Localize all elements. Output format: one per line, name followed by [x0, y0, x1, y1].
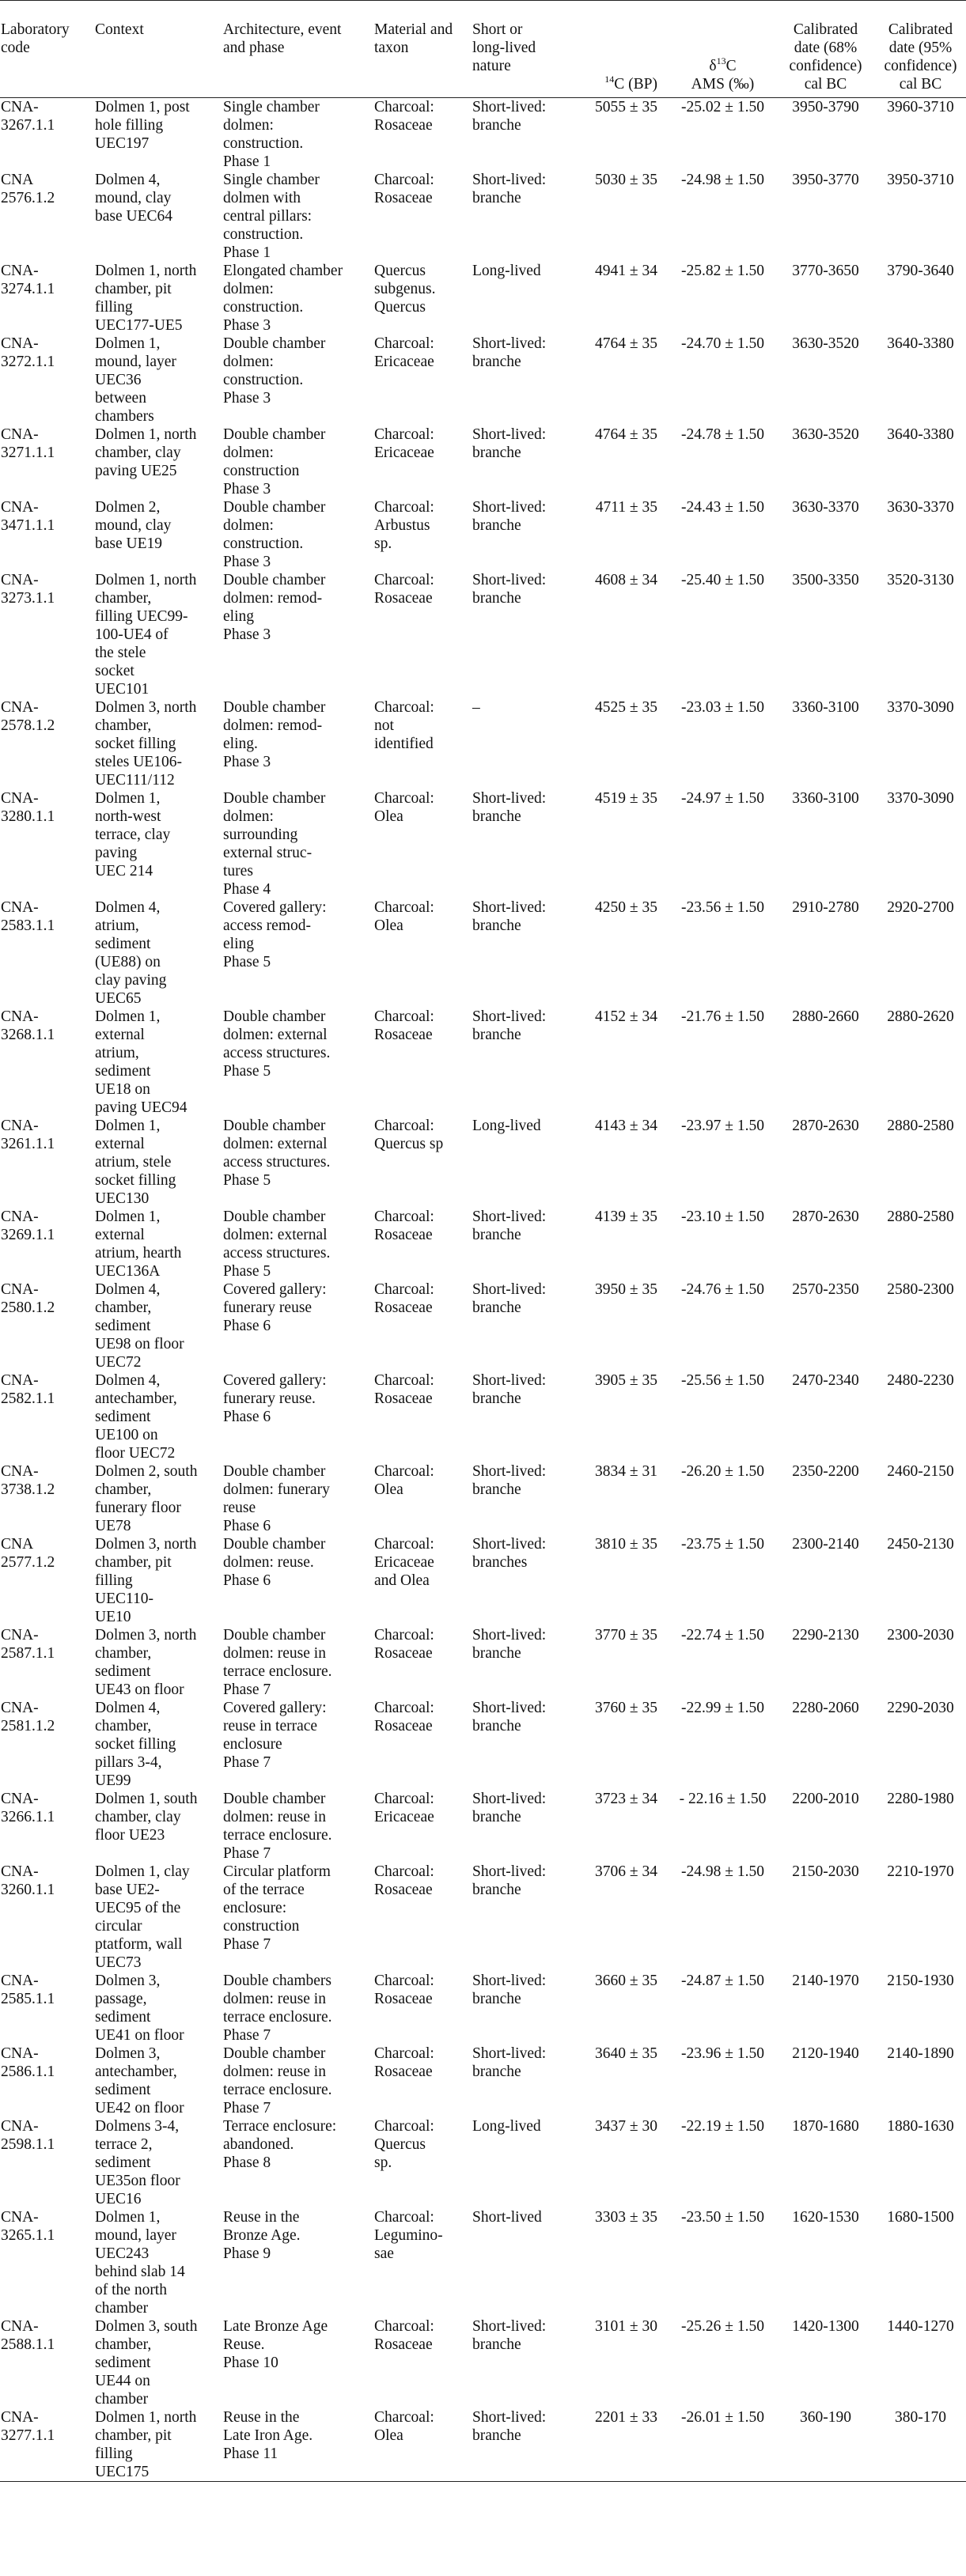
context-cell: Dolmen 3, north chamber, pit filling UEC110- UE10: [95, 1536, 197, 1625]
table-row: [0, 1699, 966, 1790]
delta13c-cell: -24.98 ± 1.50: [681, 172, 764, 188]
lab-code-cell: CNA- 3265.1.1: [1, 2209, 55, 2244]
c14-cell: 4711 ± 35: [595, 499, 657, 516]
cal68-cell: 2570-2350: [792, 1281, 859, 1298]
lab-code-cell: CNA 2577.1.2: [1, 1536, 55, 1571]
header-nature: Short or long-lived nature: [472, 21, 536, 74]
nature-cell: Short-lived: branche: [472, 790, 547, 825]
delta13c-cell: -21.76 ± 1.50: [681, 1008, 764, 1025]
architecture-cell: Reuse in the Bronze Age. Phase 9: [223, 2209, 301, 2262]
architecture-cell: Terrace enclosure: abandoned. Phase 8: [223, 2118, 337, 2171]
cal95-cell: 2480-2230: [887, 1372, 954, 1389]
cal95-cell: 3370-3090: [887, 699, 954, 716]
lab-code-cell: CNA- 2585.1.1: [1, 1973, 55, 2007]
material-cell: Quercus subgenus. Quercus: [374, 263, 436, 316]
cal68-cell: 3630-3520: [792, 426, 859, 443]
context-cell: Dolmen 1, north chamber, filling UEC99- 100-UE4 of the stele socket UEC101: [95, 572, 197, 698]
nature-cell: Long-lived: [472, 2118, 541, 2135]
lab-code-cell: CNA- 3269.1.1: [1, 1209, 55, 1243]
c14-cell: 4941 ± 34: [595, 263, 657, 279]
cal95-cell: 1440-1270: [887, 2318, 954, 2335]
c14-cell: 5055 ± 35: [595, 99, 657, 115]
material-cell: Charcoal: Quercus sp: [374, 1118, 444, 1152]
c14-cell: 3706 ± 34: [595, 1863, 657, 1880]
header-c14: $^{14}$C (BP): [604, 74, 657, 93]
cal95-cell: 2140-1890: [887, 2045, 954, 2062]
cal95-cell: 380-170: [895, 2409, 946, 2426]
material-cell: Charcoal: Ericaceae: [374, 335, 434, 370]
context-cell: Dolmen 1, south chamber, clay floor UE23: [95, 1791, 198, 1844]
material-cell: Charcoal: Legumino- sae: [374, 2209, 443, 2262]
cal95-cell: 2300-2030: [887, 1627, 954, 1644]
cal68-cell: 2140-1970: [792, 1973, 859, 1989]
context-cell: Dolmen 3, south chamber, sediment UE44 on chamber: [95, 2318, 198, 2408]
context-cell: Dolmens 3-4, terrace 2, sediment UE35on floor UEC16: [95, 2118, 180, 2207]
cal95-cell: 2920-2700: [887, 899, 954, 916]
cal68-cell: 3630-3520: [792, 335, 859, 352]
lab-code-cell: CNA- 3268.1.1: [1, 1008, 55, 1043]
architecture-cell: Double chamber dolmen: remod- eling Phase 3: [223, 572, 326, 643]
nature-cell: Short-lived: branche: [472, 1281, 547, 1316]
table-row: [0, 262, 966, 335]
context-cell: Dolmen 1, external atrium, hearth UEC136A: [95, 1209, 182, 1280]
table-row: [0, 1462, 966, 1535]
c14-cell: 3303 ± 35: [595, 2209, 657, 2226]
table-row: [0, 698, 966, 789]
cal95-cell: 2280-1980: [887, 1791, 954, 1807]
material-cell: Charcoal: Rosaceae: [374, 1372, 434, 1407]
cal68-cell: 360-190: [800, 2409, 851, 2426]
architecture-cell: Single chamber dolmen: construction. Phase 1: [223, 99, 320, 170]
architecture-cell: Covered gallery: access remod- eling Phase 5: [223, 899, 327, 970]
cal95-cell: 2290-2030: [887, 1700, 954, 1716]
architecture-cell: Single chamber dolmen with central pillars: construction. Phase 1: [223, 172, 320, 261]
delta13c-cell: -24.87 ± 1.50: [681, 1973, 764, 1989]
material-cell: Charcoal: Rosaceae: [374, 572, 434, 607]
c14-cell: 4250 ± 35: [595, 899, 657, 916]
c14-cell: 4764 ± 35: [595, 426, 657, 443]
lab-code-cell: CNA- 3738.1.2: [1, 1463, 55, 1498]
table-row: [0, 171, 966, 262]
architecture-cell: Double chamber dolmen: reuse. Phase 6: [223, 1536, 326, 1589]
material-cell: Charcoal: Olea: [374, 790, 434, 825]
material-cell: Charcoal: Ericaceae: [374, 1791, 434, 1825]
material-cell: Charcoal: Rosaceae: [374, 1700, 434, 1734]
cal95-cell: 3640-3380: [887, 335, 954, 352]
material-cell: Charcoal: Rosaceae: [374, 2045, 434, 2080]
table-row: [0, 1008, 966, 1117]
table-row: [0, 1117, 966, 1208]
material-cell: Charcoal: Olea: [374, 1463, 434, 1498]
context-cell: Dolmen 3, north chamber, socket filling steles UE106- UEC111/112: [95, 699, 197, 789]
lab-code-cell: CNA- 3280.1.1: [1, 790, 55, 825]
table-row: [0, 1371, 966, 1462]
cal68-cell: 2910-2780: [792, 899, 859, 916]
delta13c-cell: -25.40 ± 1.50: [681, 572, 764, 588]
table-row: [0, 1208, 966, 1280]
nature-cell: Short-lived: branche: [472, 1372, 547, 1407]
architecture-cell: Double chamber dolmen: reuse in terrace enclosure. Phase 7: [223, 2045, 332, 2116]
cal68-cell: 2470-2340: [792, 1372, 859, 1389]
material-cell: Charcoal: Olea: [374, 2409, 434, 2444]
architecture-cell: Double chamber dolmen: external access structures. Phase 5: [223, 1209, 331, 1280]
context-cell: Dolmen 4, atrium, sediment (UE88) on clay paving UEC65: [95, 899, 167, 1007]
cal95-cell: 1680-1500: [887, 2209, 954, 2226]
context-cell: Dolmen 2, south chamber, funerary floor UE78: [95, 1463, 198, 1534]
cal68-cell: 3360-3100: [792, 699, 859, 716]
architecture-cell: Covered gallery: reuse in terrace enclosure Phase 7: [223, 1700, 327, 1771]
material-cell: Charcoal: Rosaceae: [374, 1863, 434, 1898]
delta13c-cell: -24.43 ± 1.50: [681, 499, 764, 516]
architecture-cell: Double chamber dolmen: reuse in terrace enclosure. Phase 7: [223, 1627, 332, 1698]
delta13c-cell: -23.56 ± 1.50: [681, 899, 764, 916]
cal95-cell: 2210-1970: [887, 1863, 954, 1880]
architecture-cell: Double chambers dolmen: reuse in terrace enclosure. Phase 7: [223, 1973, 332, 2044]
nature-cell: Short-lived: [472, 2209, 542, 2226]
material-cell: Charcoal: Rosaceae: [374, 1627, 434, 1662]
architecture-cell: Double chamber dolmen: external access structures. Phase 5: [223, 1008, 331, 1080]
cal68-cell: 2290-2130: [792, 1627, 859, 1644]
lab-code-cell: CNA- 3261.1.1: [1, 1118, 55, 1152]
lab-code-cell: CNA- 3277.1.1: [1, 2409, 55, 2444]
lab-code-cell: CNA- 3274.1.1: [1, 263, 55, 297]
architecture-cell: Covered gallery: funerary reuse. Phase 6: [223, 1372, 327, 1425]
nature-cell: Short-lived: branche: [472, 1791, 547, 1825]
cal68-cell: 3360-3100: [792, 790, 859, 807]
header-context: Context: [95, 21, 144, 38]
cal68-cell: 3500-3350: [792, 572, 859, 588]
architecture-cell: Elongated chamber dolmen: construction. Phase 3: [223, 263, 343, 334]
table-row: [0, 98, 966, 172]
context-cell: Dolmen 1, north chamber, clay paving UE25: [95, 426, 197, 479]
lab-code-cell: CNA 2576.1.2: [1, 172, 55, 206]
context-cell: Dolmen 4, antechamber, sediment UE100 on floor UEC72: [95, 1372, 177, 1462]
table-row: [0, 2117, 966, 2208]
c14-cell: 4139 ± 35: [595, 1209, 657, 1225]
delta13c-cell: -22.74 ± 1.50: [681, 1627, 764, 1644]
lab-code-cell: CNA- 2598.1.1: [1, 2118, 55, 2153]
c14-cell: 3101 ± 30: [595, 2318, 657, 2335]
lab-code-cell: CNA- 2587.1.1: [1, 1627, 55, 1662]
lab-code-cell: CNA- 3471.1.1: [1, 499, 55, 534]
architecture-cell: Double chamber dolmen: construction. Phase 3: [223, 335, 326, 407]
material-cell: Charcoal: Olea: [374, 899, 434, 934]
c14-cell: 3640 ± 35: [595, 2045, 657, 2062]
context-cell: Dolmen 1, north chamber, pit filling UEC175: [95, 2409, 197, 2480]
table-row: [0, 1535, 966, 1626]
context-cell: Dolmen 4, chamber, socket filling pillars 3-4, UE99: [95, 1700, 176, 1789]
cal68-cell: 2150-2030: [792, 1863, 859, 1880]
architecture-cell: Double chamber dolmen: reuse in terrace enclosure. Phase 7: [223, 1791, 332, 1862]
lab-code-cell: CNA- 2581.1.2: [1, 1700, 55, 1734]
architecture-cell: Reuse in the Late Iron Age. Phase 11: [223, 2409, 313, 2462]
header-cal68: Calibrated date (68% confidence) cal BC: [789, 21, 862, 93]
cal95-cell: 3790-3640: [887, 263, 954, 279]
material-cell: Charcoal: Rosaceae: [374, 2318, 434, 2353]
cal95-cell: 2880-2580: [887, 1209, 954, 1225]
cal95-cell: 2880-2620: [887, 1008, 954, 1025]
delta13c-cell: -24.78 ± 1.50: [681, 426, 764, 443]
header-architecture: Architecture, event and phase: [223, 21, 342, 56]
context-cell: Dolmen 4, mound, clay base UEC64: [95, 172, 173, 225]
table-row: [0, 2045, 966, 2117]
delta13c-cell: -25.82 ± 1.50: [681, 263, 764, 279]
table-row: [0, 426, 966, 498]
nature-cell: Short-lived: branche: [472, 572, 547, 607]
context-cell: Dolmen 1, mound, layer UEC36 between chambers: [95, 335, 176, 425]
lab-code-cell: CNA- 3267.1.1: [1, 99, 55, 134]
delta13c-cell: -24.76 ± 1.50: [681, 1281, 764, 1298]
table-row: [0, 1626, 966, 1699]
table-row: [0, 789, 966, 898]
delta13c-cell: -23.97 ± 1.50: [681, 1118, 764, 1134]
cal95-cell: 2450-2130: [887, 1536, 954, 1553]
lab-code-cell: CNA- 3260.1.1: [1, 1863, 55, 1898]
cal68-cell: 1620-1530: [792, 2209, 859, 2226]
nature-cell: Long-lived: [472, 1118, 541, 1134]
c14-cell: 3905 ± 35: [595, 1372, 657, 1389]
context-cell: Dolmen 1, north chamber, pit filling UEC177-UE5: [95, 263, 197, 334]
delta13c-cell: -23.96 ± 1.50: [681, 2045, 764, 2062]
architecture-cell: Double chamber dolmen: construction. Phase 3: [223, 499, 326, 570]
architecture-cell: Late Bronze Age Reuse. Phase 10: [223, 2318, 328, 2371]
material-cell: Charcoal: Rosaceae: [374, 99, 434, 134]
cal95-cell: 3630-3370: [887, 499, 954, 516]
cal68-cell: 2280-2060: [792, 1700, 859, 1716]
cal68-cell: 2200-2010: [792, 1791, 859, 1807]
table-row: [0, 1972, 966, 2045]
context-cell: Dolmen 3, antechamber, sediment UE42 on floor: [95, 2045, 184, 2116]
table-row: [0, 335, 966, 426]
nature-cell: Short-lived: branche: [472, 2409, 547, 2444]
nature-cell: Short-lived: branche: [472, 899, 547, 934]
context-cell: Dolmen 1, external atrium, stele socket filling UEC130: [95, 1118, 176, 1207]
table-body: [0, 98, 966, 2482]
nature-cell: Short-lived: branche: [472, 1008, 547, 1043]
table-row: [0, 2317, 966, 2408]
c14-cell: 4152 ± 34: [595, 1008, 657, 1025]
material-cell: Charcoal: Arbustus sp.: [374, 499, 434, 552]
cal95-cell: 3520-3130: [887, 572, 954, 588]
c14-cell: 3437 ± 30: [595, 2118, 657, 2135]
cal68-cell: 2120-1940: [792, 2045, 859, 2062]
material-cell: Charcoal: Rosaceae: [374, 172, 434, 206]
cal68-cell: 1870-1680: [792, 2118, 859, 2135]
lab-code-cell: CNA- 3271.1.1: [1, 426, 55, 461]
material-cell: Charcoal: Ericaceae and Olea: [374, 1536, 434, 1589]
lab-code-cell: CNA- 2583.1.1: [1, 899, 55, 934]
cal95-cell: 2150-1930: [887, 1973, 954, 1989]
cal68-cell: 2870-2630: [792, 1209, 859, 1225]
nature-cell: Short-lived: branche: [472, 1209, 547, 1243]
architecture-cell: Double chamber dolmen: funerary reuse Phase 6: [223, 1463, 330, 1534]
table-row: [0, 498, 966, 571]
nature-cell: Short-lived: branche: [472, 1463, 547, 1498]
cal95-cell: 2580-2300: [887, 1281, 954, 1298]
lab-code-cell: CNA- 2582.1.1: [1, 1372, 55, 1407]
delta13c-cell: -25.02 ± 1.50: [681, 99, 764, 115]
material-cell: Charcoal: Ericaceae: [374, 426, 434, 461]
nature-cell: –: [472, 699, 480, 716]
c14-cell: 4764 ± 35: [595, 335, 657, 352]
nature-cell: Short-lived: branche: [472, 2045, 547, 2080]
delta13c-cell: -24.70 ± 1.50: [681, 335, 764, 352]
table-row: [0, 1280, 966, 1371]
delta13c-cell: -23.10 ± 1.50: [681, 1209, 764, 1225]
delta13c-cell: -23.03 ± 1.50: [681, 699, 764, 716]
architecture-cell: Covered gallery: funerary reuse Phase 6: [223, 1281, 327, 1334]
table-row: [0, 898, 966, 1008]
context-cell: Dolmen 1, clay base UE2- UEC95 of the circular ptatform, wall UEC73: [95, 1863, 190, 1971]
table-row: [0, 1863, 966, 1972]
c14-cell: 3723 ± 34: [595, 1791, 657, 1807]
delta13c-cell: -22.99 ± 1.50: [681, 1700, 764, 1716]
context-cell: Dolmen 1, post hole filling UEC197: [95, 99, 190, 152]
delta13c-cell: -25.56 ± 1.50: [681, 1372, 764, 1389]
context-cell: Dolmen 2, mound, clay base UE19: [95, 499, 172, 552]
cal95-cell: 1880-1630: [887, 2118, 954, 2135]
cal68-cell: 2880-2660: [792, 1008, 859, 1025]
c14-cell: 4608 ± 34: [595, 572, 657, 588]
nature-cell: Short-lived: branche: [472, 335, 547, 370]
nature-cell: Long-lived: [472, 263, 541, 279]
cal68-cell: 3770-3650: [792, 263, 859, 279]
architecture-cell: Double chamber dolmen: external access structures. Phase 5: [223, 1118, 331, 1189]
nature-cell: Short-lived: branche: [472, 172, 547, 206]
delta13c-cell: -23.75 ± 1.50: [681, 1536, 764, 1553]
cal95-cell: 3640-3380: [887, 426, 954, 443]
delta13c-cell: -25.26 ± 1.50: [681, 2318, 764, 2335]
context-cell: Dolmen 1, external atrium, sediment UE18 on paving UEC94: [95, 1008, 188, 1116]
cal68-cell: 3630-3370: [792, 499, 859, 516]
material-cell: Charcoal: Rosaceae: [374, 1008, 434, 1043]
cal95-cell: 3960-3710: [887, 99, 954, 115]
context-cell: Dolmen 1, mound, layer UEC243 behind slab 14 of the north chamber: [95, 2209, 185, 2317]
material-cell: Charcoal: Rosaceae: [374, 1973, 434, 2007]
delta13c-cell: -26.20 ± 1.50: [681, 1463, 764, 1480]
nature-cell: Short-lived: branche: [472, 426, 547, 461]
table-row: [0, 2408, 966, 2482]
lab-code-cell: CNA- 3273.1.1: [1, 572, 55, 607]
context-cell: Dolmen 4, chamber, sediment UE98 on floor UEC72: [95, 1281, 184, 1371]
c14-cell: 3810 ± 35: [595, 1536, 657, 1553]
table-row: [0, 571, 966, 698]
material-cell: Charcoal: Quercus sp.: [374, 2118, 434, 2171]
nature-cell: Short-lived: branche: [472, 499, 547, 534]
material-cell: Charcoal: Rosaceae: [374, 1209, 434, 1243]
nature-cell: Short-lived: branche: [472, 2318, 547, 2353]
cal68-cell: 1420-1300: [792, 2318, 859, 2335]
lab-code-cell: CNA- 2588.1.1: [1, 2318, 55, 2353]
cal68-cell: 3950-3770: [792, 172, 859, 188]
header-delta13c: $\delta^{13}C$ AMS (‰): [691, 55, 755, 93]
c14-cell: 5030 ± 35: [595, 172, 657, 188]
lab-code-cell: CNA- 2578.1.2: [1, 699, 55, 734]
delta13c-cell: -23.50 ± 1.50: [681, 2209, 764, 2226]
table-row: [0, 1790, 966, 1863]
architecture-cell: Circular platform of the terrace enclosure: construction Phase 7: [223, 1863, 331, 1953]
architecture-cell: Double chamber dolmen: remod- eling. Phase 3: [223, 699, 326, 770]
nature-cell: Short-lived: branches: [472, 1536, 547, 1571]
c14-cell: 3760 ± 35: [595, 1700, 657, 1716]
c14-cell: 4525 ± 35: [595, 699, 657, 716]
delta13c-cell: -26.01 ± 1.50: [681, 2409, 764, 2426]
cal95-cell: 2460-2150: [887, 1463, 954, 1480]
c14-cell: 4519 ± 35: [595, 790, 657, 807]
material-cell: Charcoal: Rosaceae: [374, 1281, 434, 1316]
table-row: [0, 2208, 966, 2317]
cal68-cell: 2300-2140: [792, 1536, 859, 1553]
c14-cell: 3770 ± 35: [595, 1627, 657, 1644]
delta13c-cell: -24.98 ± 1.50: [681, 1863, 764, 1880]
cal68-cell: 3950-3790: [792, 99, 859, 115]
delta13c-cell: - 22.16 ± 1.50: [679, 1791, 767, 1807]
material-cell: Charcoal: not identified: [374, 699, 434, 752]
delta13c-cell: -24.97 ± 1.50: [681, 790, 764, 807]
c14-cell: 3660 ± 35: [595, 1973, 657, 1989]
lab-code-cell: CNA- 3266.1.1: [1, 1791, 55, 1825]
architecture-cell: Double chamber dolmen: construction Phase 3: [223, 426, 326, 497]
cal95-cell: 2880-2580: [887, 1118, 954, 1134]
nature-cell: Short-lived: branche: [472, 1863, 547, 1898]
lab-code-cell: CNA- 3272.1.1: [1, 335, 55, 370]
c14-cell: 4143 ± 34: [595, 1118, 657, 1134]
nature-cell: Short-lived: branche: [472, 99, 547, 134]
architecture-cell: Double chamber dolmen: surrounding external struc- tures Phase 4: [223, 790, 326, 898]
context-cell: Dolmen 1, north-west terrace, clay paving UEC 214: [95, 790, 171, 879]
cal95-cell: 3950-3710: [887, 172, 954, 188]
lab-code-cell: CNA- 2586.1.1: [1, 2045, 55, 2080]
context-cell: Dolmen 3, north chamber, sediment UE43 on floor: [95, 1627, 197, 1698]
header-material: Material and taxon: [374, 21, 453, 56]
delta13c-cell: -22.19 ± 1.50: [681, 2118, 764, 2135]
lab-code-cell: CNA- 2580.1.2: [1, 1281, 55, 1316]
table-header-row: [0, 1, 966, 98]
cal95-cell: 3370-3090: [887, 790, 954, 807]
nature-cell: Short-lived: branche: [472, 1700, 547, 1734]
cal68-cell: 2870-2630: [792, 1118, 859, 1134]
nature-cell: Short-lived: branche: [472, 1627, 547, 1662]
c14-cell: 3950 ± 35: [595, 1281, 657, 1298]
c14-cell: 3834 ± 31: [595, 1463, 657, 1480]
cal68-cell: 2350-2200: [792, 1463, 859, 1480]
header-cal95: Calibrated date (95% confidence) cal BC: [884, 21, 957, 93]
nature-cell: Short-lived: branche: [472, 1973, 547, 2007]
c14-cell: 2201 ± 33: [595, 2409, 657, 2426]
context-cell: Dolmen 3, passage, sediment UE41 on floor: [95, 1973, 184, 2044]
header-lab-code: Laboratory code: [1, 21, 70, 56]
